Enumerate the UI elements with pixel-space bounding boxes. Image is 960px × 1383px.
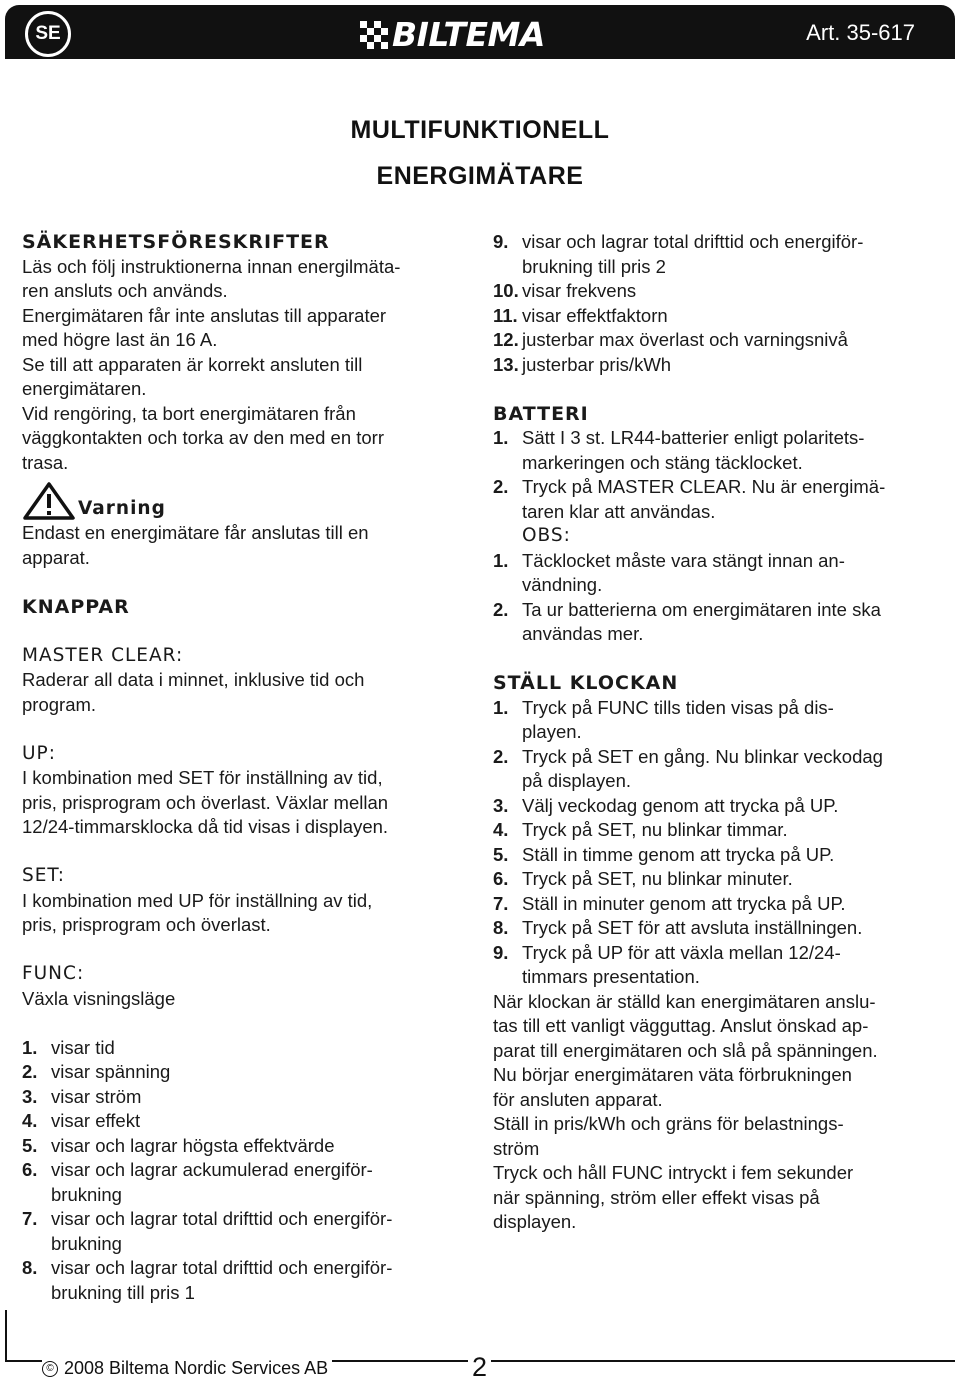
right-column [493,230,943,1235]
list-item: 4. Tryck på SET, nu blinkar timmar. [493,819,788,840]
paragraph-line: parat till energimätaren och slå på spänningen. [493,1039,878,1061]
warning-heading [22,479,462,521]
safety-line: Läs och följ instruktionerna innan energilmäta- [22,255,401,277]
list-item: 10. visar frekvens [493,280,637,301]
safety-line: Energimätaren får inte anslutas till apparater [22,304,387,326]
list-item: 2. Tryck på MASTER CLEAR. Nu är energimä- taren klar att användas. [493,476,886,522]
list-item: 6. visar och lagrar ackumulerad energiför- brukning [22,1159,373,1205]
left-column [22,230,462,1305]
list-item: 1. visar tid [22,1036,115,1058]
set-text: I kombination med UP för inställning av tid, [22,889,373,911]
master-clear-label: MASTER CLEAR: [22,644,184,666]
clock-heading: STÄLL KLOCKAN [493,672,679,694]
copyright-text: 2008 Biltema Nordic Services AB [64,1358,329,1378]
up-label: UP: [22,742,56,764]
list-item: 11. visar effektfaktorn [493,304,668,326]
battery-steps [493,426,943,524]
set-text: pris, prisprogram och överlast. [22,914,271,935]
language-badge: SE [25,11,71,57]
brand-name: BILTEMA [392,15,545,54]
obs-label: OBS: [522,525,571,546]
master-clear-text: Raderar all data i minnet, inklusive tid och [22,669,365,690]
paragraph-line: Nu börjar energimätaren väta förbrukningen [493,1064,852,1085]
set-label: SET: [22,865,65,886]
safety-line: Se till att apparaten är korrekt ansluten till [22,353,363,375]
page-number: 2 [468,1352,491,1383]
list-item: 13. justerbar pris/kWh [493,353,672,375]
safety-line: väggkontakten och torka av den med en torr [22,427,384,448]
func-text: Växla visningsläge [22,987,176,1009]
list-item: 7. visar och lagrar total drifttid och energiför- brukning [22,1208,393,1254]
warning-label: Varning [78,498,166,519]
safety-line: Vid rengöring, ta bort energimätaren från [22,402,356,424]
document-title [290,107,670,199]
list-item: 1. Tryck på FUNC tills tiden visas på dis- playen. [493,696,834,742]
func-list [22,1036,462,1306]
list-item: 4. visar effekt [22,1110,141,1131]
checker-logo-icon [360,21,388,49]
warning-line: apparat. [22,546,90,568]
obs-list [493,549,943,647]
list-item: 9. Tryck på UP för att växla mellan 12/24- timmars presentation. [493,941,841,987]
safety-heading: SÄKERHETSFÖRESKRIFTER [22,231,330,253]
list-item: 5. Ställ in timme genom att trycka på UP. [493,843,835,865]
clock-after-text [493,990,943,1235]
paragraph-line: Ställ in pris/kWh och gräns för belastnings- [493,1113,844,1134]
footer-rule-vertical [5,1310,7,1362]
paragraph-line: när spänning, ström eller effekt visas på [493,1186,820,1208]
paragraph-line: tas till ett vanligt vägguttag. Anslut önskad ap- [493,1015,869,1036]
list-item: 12. justerbar max överlast och varningsnivå [493,329,848,350]
paragraph-line: ström [493,1137,540,1159]
title-line-2: ENERGIMÄTARE [376,162,584,190]
list-item: 7. Ställ in minuter genom att trycka på UP. [493,892,846,914]
list-item: 1. Sätt I 3 st. LR44-batterier enligt polaritets- markeringen och stäng täcklocket. [493,427,865,473]
safety-text [22,255,462,476]
list-item: 3. visar ström [22,1085,142,1107]
safety-line: energimätaren. [22,378,147,399]
paragraph-line: När klockan är ställd kan energimätaren anslu- [493,990,876,1012]
list-item: 5. visar och lagrar högsta effektvärde [22,1134,335,1156]
copyright-notice [42,1358,332,1379]
list-item: 6. Tryck på SET, nu blinkar minuter. [493,868,793,889]
warning-line: Endast en energimätare får anslutas till en [22,522,369,543]
func-label: FUNC: [22,963,85,984]
buttons-heading: KNAPPAR [22,595,130,618]
paragraph-line: displayen. [493,1211,577,1232]
safety-line: med högre last än 16 A. [22,329,218,350]
article-number: Art. 35-617 [806,20,915,45]
header-bar [5,5,955,59]
up-text: pris, prisprogram och överlast. Växlar mellan [22,791,389,813]
copyright-icon: © [42,1361,58,1377]
brand-logo [360,15,545,54]
list-item: 2. visar spänning [22,1061,171,1082]
list-item: 2. Tryck på SET en gång. Nu blinkar veckodag på displayen. [493,745,883,791]
title-line-1: MULTIFUNKTIONELL [350,116,610,144]
safety-line: trasa. [22,451,69,473]
up-text: 12/24-timmarsklocka då tid visas i displayen. [22,816,389,837]
list-item: 9. visar och lagrar total drifttid och energiför- brukning till pris 2 [493,231,864,277]
master-clear-text: program. [22,693,97,715]
list-item: 8. visar och lagrar total drifttid och energiför- brukning till pris 1 [22,1257,393,1303]
battery-heading: BATTERI [493,402,589,425]
list-item: 2. Ta ur batterierna om energimätaren inte ska användas mer. [493,598,881,644]
clock-steps [493,696,943,990]
safety-line: ren ansluts och används. [22,280,228,301]
list-item: 3. Välj veckodag genom att trycka på UP. [493,794,839,816]
list-item: 8. Tryck på SET för att avsluta inställningen. [493,917,863,938]
list-item: 1. Täcklocket måste vara stängt innan an- vändning. [493,549,845,595]
paragraph-line: för ansluten apparat. [493,1088,663,1110]
warning-triangle-icon [22,481,76,521]
paragraph-line: Tryck och håll FUNC intryckt i fem sekunder [493,1162,854,1183]
up-text: I kombination med SET för inställning av tid, [22,767,383,788]
func-list-continued [493,230,943,377]
